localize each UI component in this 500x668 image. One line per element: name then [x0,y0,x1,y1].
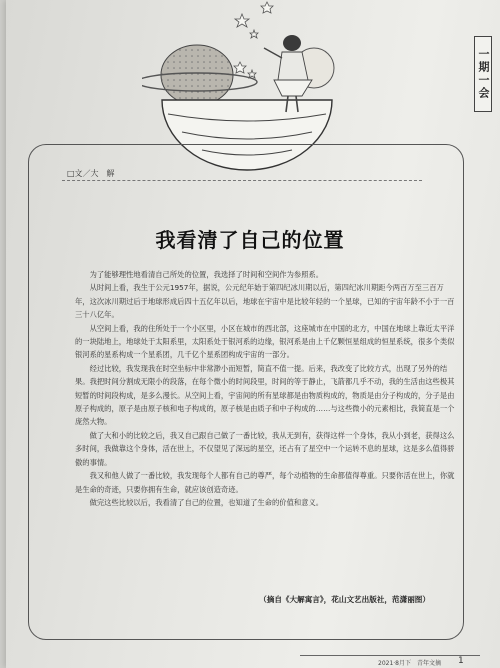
paragraph: 做完这些比较以后，我看清了自己的位置，也知道了生命的价值和意义。 [89,497,324,507]
article-title: 我看清了自己的位置 [155,228,345,252]
article-body [75,268,455,509]
paragraph: 从空间上看，我的住所处于一个小区里，小区在城市的西北部，这座城市在中国的北方，中国在地球上靠近太平洋的一块陆地上，地球处于太阳系里，太阳系处于银河系的边缘，银河系是由上千亿颗恒星组成的恒星系统，很多个类似银河系的星系构成一个星系团，几千亿个星系团构成宇宙的一部分。 [75,323,455,360]
section-tab: 一期一会 [474,36,492,112]
paragraph: 经过比较，我发现我在时空坐标中非常渺小而短暂，简直不值一提。后来，我改变了比较方式，出现了另外的结果。我把时间分割成无限小的段落，在每个微小的时间段里，时间的等于静止，飞箭都几乎不动，我的生活由这些极其短暂的时间段构成，是多么漫长。从空间上看，宇宙间的所有星球都是由物质构成的，物质是由分子构成的，分子是由原子构成的，原子是由原子核和电子构成的，原子核是由质子和中子构成的……与这些微小的元素相比，我简直是一个庞然大物。 [75,363,455,427]
source-citation: （摘自《大解寓言》，花山文艺出版社，范潇丽图） [259,595,430,604]
page-number: 1 [458,656,464,666]
paragraph: 为了能够理性地看清自己所处的位置，我选择了时间和空间作为参照系。 [89,270,324,279]
divider [62,180,422,181]
paragraph: 从时间上看，我生于公元1957年，据说，公元纪年始于第四纪冰川期以后，第四纪冰川期距今两百万至三百万年，这次冰川期过后于地球形成后四十五亿年以后，地球在宇宙中是比较年轻的一个星球，已知的宇宙年龄不小于一百三十八亿年。 [75,283,455,320]
footer-divider [300,655,480,656]
paragraph: 做了大和小的比较之后，我又自己跟自己做了一番比较，我从无到有，获得这样一个身体，我从小到老，获得这么多时间，我做靠这个身体，活在世上，不仅望见了深远的星空，还占有了星空中一个运转不息的星球，这是多么值得骄傲的事情。 [75,430,455,467]
article-byline: □文／大 解 [67,169,115,178]
paragraph: 我又和他人做了一番比较，我发现每个人都有自己的尊严，每个动植物的生命都值得尊重。只要你活在世上，你就是生命的奇迹，只要你拥有生命，就应该创造奇迹。 [75,471,455,494]
footer-issue: 2021·8月下 青年文摘 [378,660,441,667]
